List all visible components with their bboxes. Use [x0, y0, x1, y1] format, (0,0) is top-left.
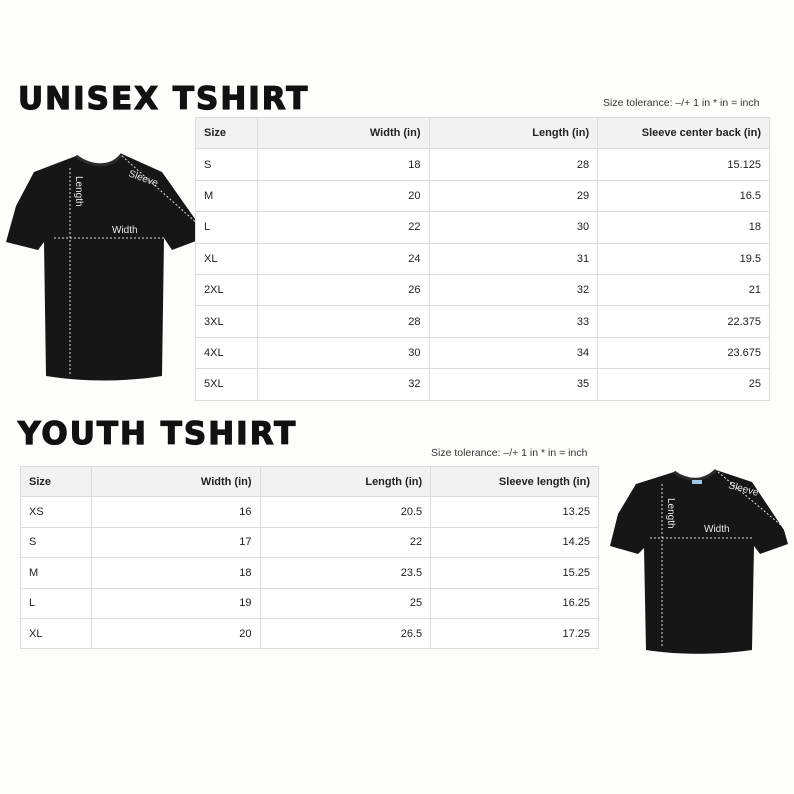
youth-width-label	[704, 524, 730, 535]
size-cell: S	[196, 149, 258, 180]
length-cell: 31	[429, 243, 598, 274]
width-cell: 20	[91, 618, 260, 648]
length-cell: 25	[260, 588, 431, 618]
sleeve-cell: 19.5	[598, 243, 770, 274]
sleeve-cell: 23.675	[598, 337, 770, 368]
size-cell: L	[196, 212, 258, 243]
sleeve-cell: 15.125	[598, 149, 770, 180]
length-cell: 29	[429, 180, 598, 211]
length-cell: 32	[429, 274, 598, 305]
table-row	[196, 180, 770, 211]
youth-size-table	[20, 466, 599, 649]
sleeve-cell: 14.25	[431, 527, 599, 557]
size-cell: 5XL	[196, 369, 258, 400]
length-cell: 33	[429, 306, 598, 337]
length-cell: 30	[429, 212, 598, 243]
size-cell: 4XL	[196, 337, 258, 368]
youth-tolerance-note: Size tolerance: –/+ 1 in * in = inch	[431, 447, 588, 459]
column-header-length: Length (in)	[260, 467, 431, 497]
width-cell: 28	[257, 306, 429, 337]
length-cell: 28	[429, 149, 598, 180]
unisex-width-label	[112, 225, 138, 236]
youth-tshirt-shape	[610, 470, 788, 654]
svg-text:Length: Length	[665, 498, 676, 529]
sleeve-cell: 22.375	[598, 306, 770, 337]
sleeve-cell: 21	[598, 274, 770, 305]
length-cell: 34	[429, 337, 598, 368]
width-cell: 17	[91, 527, 260, 557]
svg-text:Sleeve: Sleeve	[727, 480, 760, 499]
size-cell: 2XL	[196, 274, 258, 305]
table-row	[21, 618, 599, 648]
table-row	[196, 337, 770, 368]
width-cell: 16	[91, 497, 260, 527]
column-header-size: Size	[196, 118, 258, 149]
youth-length-label	[665, 498, 676, 529]
table-row	[196, 149, 770, 180]
table-header-row	[21, 467, 599, 497]
column-header-sleeve: Sleeve center back (in)	[598, 118, 770, 149]
unisex-title: UNISEX TSHIRT	[18, 81, 310, 117]
width-cell: 18	[257, 149, 429, 180]
unisex-size-table	[195, 117, 770, 401]
table-row	[196, 306, 770, 337]
sleeve-cell: 17.25	[431, 618, 599, 648]
table-row	[21, 558, 599, 588]
youth-title: YOUTH TSHIRT	[18, 416, 298, 452]
table-row	[196, 274, 770, 305]
size-cell: 3XL	[196, 306, 258, 337]
width-cell: 19	[91, 588, 260, 618]
column-header-size: Size	[21, 467, 92, 497]
size-cell: L	[21, 588, 92, 618]
youth-tshirt-diagram	[606, 466, 790, 656]
width-cell: 22	[257, 212, 429, 243]
table-header-row	[196, 118, 770, 149]
size-cell: XL	[196, 243, 258, 274]
svg-text:Sleeve: Sleeve	[126, 168, 160, 190]
size-cell: S	[21, 527, 92, 557]
unisex-tolerance-note: Size tolerance: –/+ 1 in * in = inch	[603, 97, 760, 109]
table-row	[21, 527, 599, 557]
svg-text:Length: Length	[73, 176, 84, 207]
column-header-width: Width (in)	[257, 118, 429, 149]
length-cell: 20.5	[260, 497, 431, 527]
sleeve-cell: 18	[598, 212, 770, 243]
width-cell: 18	[91, 558, 260, 588]
sleeve-cell: 15.25	[431, 558, 599, 588]
unisex-tshirt-shape	[6, 154, 204, 381]
width-cell: 26	[257, 274, 429, 305]
column-header-width: Width (in)	[91, 467, 260, 497]
sleeve-cell: 25	[598, 369, 770, 400]
size-cell: M	[21, 558, 92, 588]
table-row	[196, 212, 770, 243]
width-cell: 30	[257, 337, 429, 368]
unisex-tshirt-diagram	[4, 146, 204, 386]
length-cell: 23.5	[260, 558, 431, 588]
svg-text:Width: Width	[704, 524, 730, 535]
size-cell: XS	[21, 497, 92, 527]
length-cell: 35	[429, 369, 598, 400]
size-cell: XL	[21, 618, 92, 648]
width-cell: 24	[257, 243, 429, 274]
table-row	[196, 369, 770, 400]
youth-tshirt-tag	[692, 480, 702, 484]
table-row	[21, 588, 599, 618]
column-header-length: Length (in)	[429, 118, 598, 149]
size-cell: M	[196, 180, 258, 211]
sleeve-cell: 13.25	[431, 497, 599, 527]
sleeve-cell: 16.25	[431, 588, 599, 618]
sleeve-cell: 16.5	[598, 180, 770, 211]
unisex-length-label	[73, 176, 84, 207]
column-header-sleeve: Sleeve length (in)	[431, 467, 599, 497]
width-cell: 32	[257, 369, 429, 400]
length-cell: 26.5	[260, 618, 431, 648]
svg-text:Width: Width	[112, 225, 138, 236]
table-row	[196, 243, 770, 274]
length-cell: 22	[260, 527, 431, 557]
table-row	[21, 497, 599, 527]
width-cell: 20	[257, 180, 429, 211]
